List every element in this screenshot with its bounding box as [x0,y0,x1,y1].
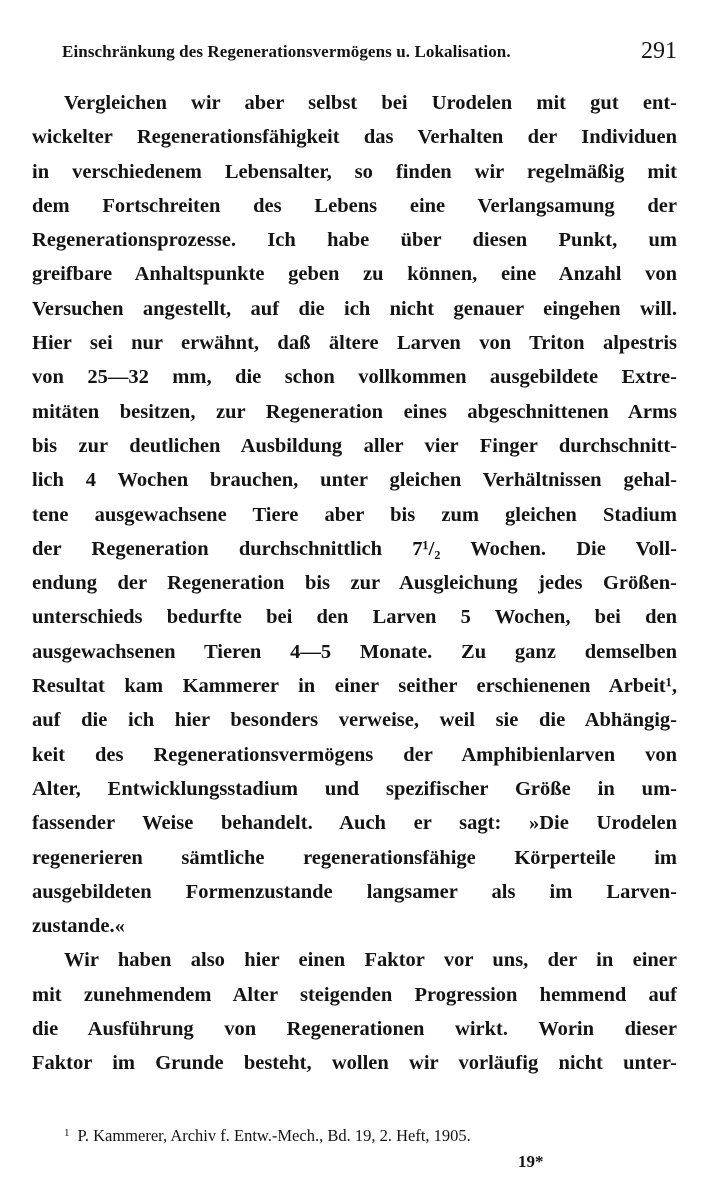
text-line: bis zur deutlichen Ausbildung aller vier Finger durchschnitt- [32,434,677,457]
text-line: dem Fortschreiten des Lebens eine Verlangsamung der [32,194,677,217]
text-line: der Regeneration durchschnittlich 7¹/₂ Wochen. Die Voll- [32,537,677,560]
page-number: 291 [641,38,677,64]
running-title: Einschränkung des Regenerationsvermögens u. Lokalisation. [62,42,511,61]
text-line: Versuchen angestellt, auf die ich nicht genauer eingehen will. [32,297,677,320]
text-line: ausgewachsenen Tieren 4—5 Monate. Zu ganz demselben [32,640,677,663]
text-line: mitäten besitzen, zur Regeneration eines abgeschnittenen Arms [32,400,677,423]
text-line: von 25—32 mm, die schon vollkommen ausgebildete Extre- [32,366,677,389]
text-line: Alter, Entwicklungsstadium und spezifischer Größe in um- [32,777,677,800]
text-line: Vergleichen wir aber selbst bei Urodelen mit gut ent- [64,92,677,114]
text-line: Hier sei nur erwähnt, daß ältere Larven von Triton alpestris [32,332,677,355]
text-line: Regenerationsprozesse. Ich habe über diesen Punkt, um [32,229,677,252]
text-line: Resultat kam Kammerer in einer seither erschienenen Arbeit¹, [32,675,677,698]
text-line: lich 4 Wochen brauchen, unter gleichen Verhältnissen gehal- [32,469,677,492]
text-line: auf die ich hier besonders verweise, weil sie die Abhängig- [32,709,677,732]
running-head [62,38,677,68]
body-text [32,86,677,1081]
text-line: keit des Regenerationsvermögens der Amphibienlarven von [32,743,677,766]
footnote [64,1126,471,1146]
text-line: Wir haben also hier einen Faktor vor uns, der in einer [64,949,677,972]
text-line: fassender Weise behandelt. Auch er sagt: »Die Urodelen [32,812,677,835]
footnote-text: P. Kammerer, Archiv f. Entw.-Mech., Bd. 19, 2. Heft, 1905. [77,1126,471,1145]
text-line: die Ausführung von Regenerationen wirkt. Worin dieser [32,1018,677,1041]
sheet-signature: 19* [518,1152,544,1171]
text-line: unterschieds bedurfte bei den Larven 5 Wochen, bei den [32,606,677,629]
text-line: Faktor im Grunde besteht, wollen wir vorläufig nicht unter- [32,1052,677,1075]
text-line: ausgebildeten Formenzustande langsamer als im Larven- [32,880,677,903]
text-line: regenerieren sämtliche regenerationsfähige Körperteile im [32,846,677,869]
text-line: zustande.« [32,915,125,938]
text-line: mit zunehmendem Alter steigenden Progression hemmend auf [32,983,677,1006]
text-line: tene ausgewachsene Tiere aber bis zum gleichen Stadium [32,503,677,526]
text-line: in verschiedenem Lebensalter, so finden wir regelmäßig mit [32,160,677,183]
text-line: wickelter Regenerationsfähigkeit das Verhalten der Individuen [32,126,677,149]
text-line: endung der Regeneration bis zur Ausgleichung jedes Größen- [32,572,677,595]
footnote-marker: 1 [64,1127,70,1139]
text-line: greifbare Anhaltspunkte geben zu können, eine Anzahl von [32,263,677,286]
